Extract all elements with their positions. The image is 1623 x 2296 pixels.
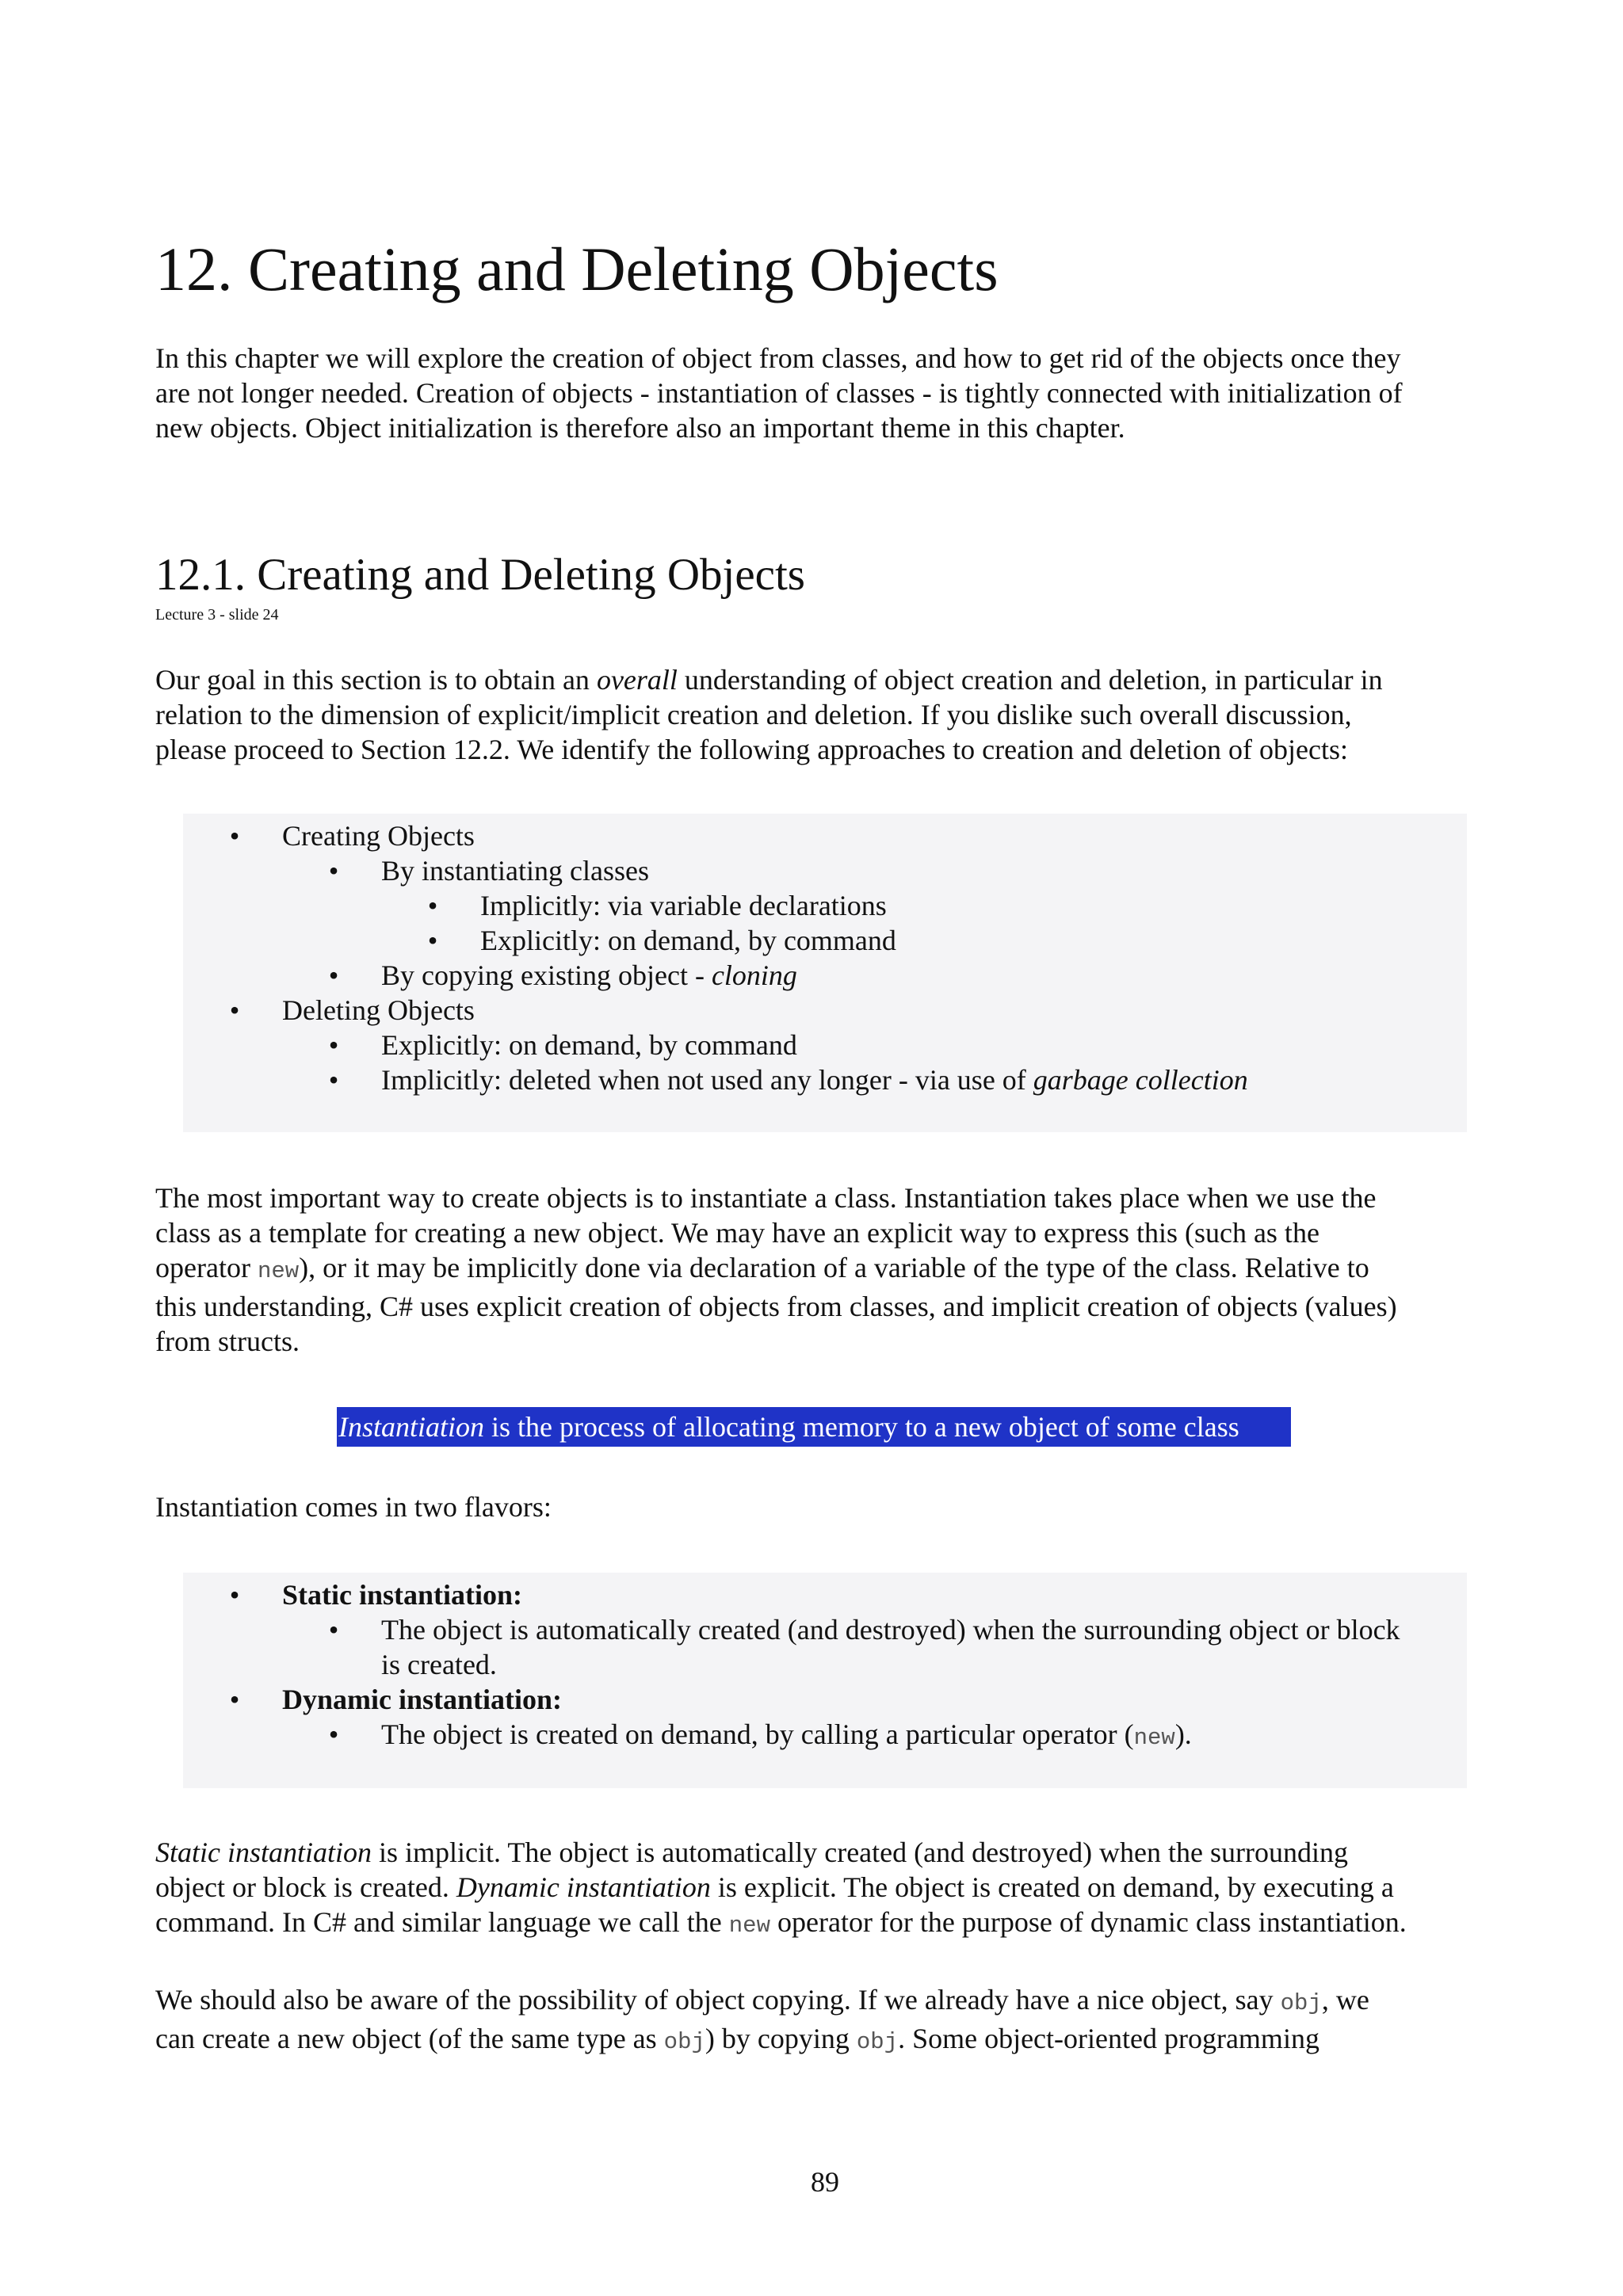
list-item-text: The object is created on demand, by calling a particular operator ( [381, 1718, 1134, 1750]
text-run: is the process of allocating memory to a new object of some class [484, 1411, 1239, 1443]
list-item [183, 1028, 1467, 1062]
paragraph-4 [155, 1982, 1369, 2060]
list-item [183, 1062, 1467, 1097]
static-label: Static instantiation: [282, 1579, 523, 1611]
emphasis-dynamic-instantiation: Dynamic instantiation [456, 1871, 711, 1903]
emphasis-cloning: cloning [711, 959, 797, 991]
text-run: command. In C# and similar language we call the [155, 1906, 729, 1938]
p3-line-1 [155, 1835, 1407, 1870]
bullet-icon: • [328, 855, 339, 887]
paragraph-2 [155, 1180, 1397, 1359]
text-run: , we [1321, 1984, 1369, 2016]
code-new: new [728, 1913, 770, 1939]
code-new: new [1133, 1725, 1175, 1751]
bullet-icon: • [427, 925, 438, 956]
list-item-text: By copying existing object - [381, 959, 712, 991]
list-item-text: Implicitly: deleted when not used any longer - via use of [381, 1064, 1033, 1096]
text-run: operator [155, 1252, 258, 1283]
emphasis-instantiation: Instantiation [338, 1411, 485, 1443]
p3-line-2 [155, 1870, 1407, 1905]
text-run: We should also be aware of the possibility of object copying. If we already have a nice object, say [155, 1984, 1281, 2016]
code-obj: obj [663, 2029, 705, 2055]
section-title: 12.1. Creating and Deleting Objects [155, 550, 805, 600]
emphasis-garbage-collection: garbage collection [1033, 1064, 1248, 1096]
bullet-icon: • [328, 959, 339, 991]
p4-line-2 [155, 2021, 1369, 2060]
flavors-box [183, 1573, 1467, 1788]
intro-line-2: are not longer needed. Creation of objects - instantiation of classes - is tightly connected with initialization of [155, 377, 1403, 409]
text-run: ) by copying [705, 2023, 857, 2054]
list-item-continuation [183, 1647, 1467, 1682]
list-item [183, 1717, 1467, 1756]
list-item-text: Implicitly: via variable declarations [480, 890, 887, 921]
bullet-icon: • [229, 994, 240, 1026]
list-item [183, 888, 1467, 923]
bullet-icon: • [328, 1614, 339, 1646]
text-run: . Some object-oriented programming [898, 2023, 1319, 2054]
p1-line-1 [155, 662, 1383, 697]
bullet-icon: • [328, 1718, 339, 1750]
list-item [183, 818, 1467, 853]
text-run: ), or it may be implicitly done via declaration of a variable of the type of the class. Relative to [299, 1252, 1369, 1283]
text-run: is implicit. The object is automatically created (and destroyed) when the surrounding [372, 1836, 1348, 1868]
section-paragraph-1 [155, 662, 1383, 767]
p2-line-5: from structs. [155, 1325, 300, 1357]
p3-line-3 [155, 1905, 1407, 1943]
list-item [183, 853, 1467, 888]
list-item-text: Deleting Objects [282, 994, 475, 1026]
list-item [183, 993, 1467, 1028]
text-run: object or block is created. [155, 1871, 456, 1903]
bullet-icon: • [328, 1029, 339, 1061]
chapter-title: 12. Creating and Deleting Objects [155, 235, 999, 303]
p4-line-1 [155, 1982, 1369, 2021]
approaches-list [183, 814, 1467, 1097]
code-obj: obj [1280, 1990, 1322, 2016]
bullet-icon: • [229, 820, 240, 852]
definition-highlight [337, 1407, 1291, 1447]
bullet-icon: • [229, 1684, 240, 1715]
list-item-text: By instantiating classes [381, 855, 649, 887]
approaches-box [183, 814, 1467, 1132]
bullet-icon: • [427, 890, 438, 921]
code-new: new [257, 1258, 300, 1284]
intro-line-1: In this chapter we will explore the creation of object from classes, and how to get rid of the objects once they [155, 342, 1401, 374]
bullet-icon: • [328, 1064, 339, 1096]
flavors-intro-text: Instantiation comes in two flavors: [155, 1491, 552, 1523]
text-run: is explicit. The object is created on demand, by executing a [710, 1871, 1394, 1903]
list-item [183, 1577, 1467, 1612]
list-item-text: The object is automatically created (and destroyed) when the surrounding object or block [381, 1614, 1400, 1646]
p1-line-3: please proceed to Section 12.2. We identify the following approaches to creation and deletion of objects: [155, 734, 1348, 765]
emphasis-overall: overall [596, 664, 678, 696]
flavors-intro [155, 1489, 552, 1524]
bullet-icon: • [229, 1579, 240, 1611]
p2-line-2: class as a template for creating a new object. We may have an explicit way to express this (such as the [155, 1217, 1319, 1249]
list-item [183, 1612, 1467, 1647]
list-item-text: Explicitly: on demand, by command [480, 925, 896, 956]
slide-reference: Lecture 3 - slide 24 [155, 606, 279, 624]
text-run: operator for the purpose of dynamic class instantiation. [770, 1906, 1407, 1938]
list-item [183, 923, 1467, 958]
p1-line-2: relation to the dimension of explicit/implicit creation and deletion. If you dislike such overall discussion, [155, 699, 1352, 730]
list-item-text: Explicitly: on demand, by command [381, 1029, 797, 1061]
p2-line-3 [155, 1250, 1397, 1289]
chapter-intro [155, 341, 1403, 445]
emphasis-static-instantiation: Static instantiation [155, 1836, 372, 1868]
list-item-text: ). [1174, 1718, 1192, 1750]
text-run: understanding of object creation and deletion, in particular in [677, 664, 1383, 696]
dynamic-label: Dynamic instantiation: [282, 1684, 563, 1715]
flavors-list [183, 1573, 1467, 1756]
list-item [183, 958, 1467, 993]
text-run: can create a new object (of the same type as [155, 2023, 664, 2054]
page-number: 89 [811, 2166, 839, 2198]
code-obj: obj [856, 2029, 899, 2055]
intro-line-3: new objects. Object initialization is therefore also an important theme in this chapter. [155, 412, 1125, 444]
p2-line-4: this understanding, C# uses explicit creation of objects from classes, and implicit creation of objects (values) [155, 1291, 1397, 1322]
paragraph-3 [155, 1835, 1407, 1943]
list-item-text: is created. [381, 1649, 497, 1680]
p2-line-1: The most important way to create objects is to instantiate a class. Instantiation takes place when we use the [155, 1182, 1377, 1214]
list-item-text: Creating Objects [282, 820, 475, 852]
text-run: Our goal in this section is to obtain an [155, 664, 597, 696]
list-item [183, 1682, 1467, 1717]
